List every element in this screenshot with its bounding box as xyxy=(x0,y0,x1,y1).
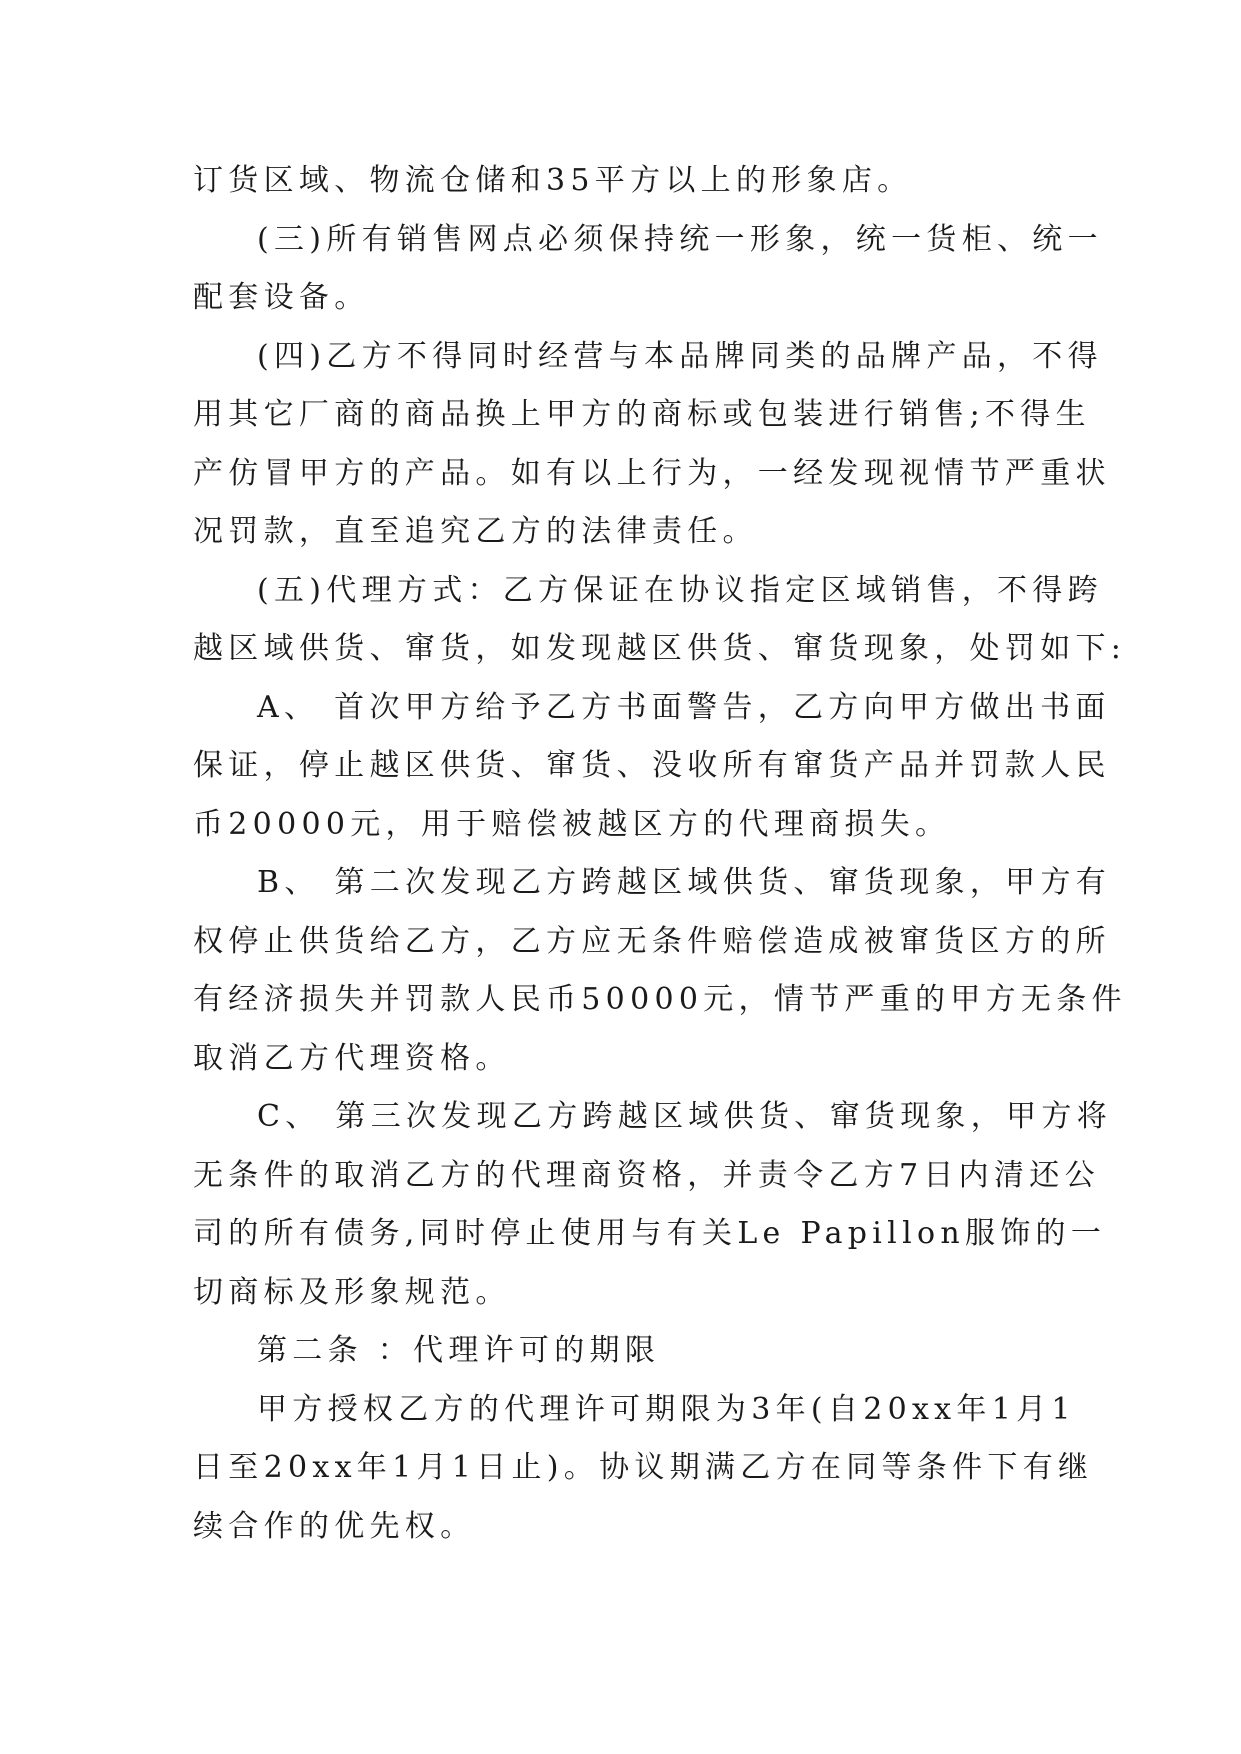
text-line: 切商标及形象规范。 xyxy=(193,1274,511,1310)
text-line: 续合作的优先权。 xyxy=(193,1508,476,1544)
text-line: 保证，停止越区供货、窜货、没收所有窜货产品并罚款人民 xyxy=(193,748,1111,783)
text-line: 配套设备。 xyxy=(193,280,370,315)
text-line: 有经济损失并罚款人民币50000元，情节严重的甲方无条件 xyxy=(193,982,1127,1017)
text-line: 甲方授权乙方的代理许可期限为3年(自20xx年1月1 xyxy=(257,1391,1076,1427)
text-line: 取消乙方代理资格。 xyxy=(193,1040,511,1076)
text-line: B、 第二次发现乙方跨越区域供货、窜货现象，甲方有 xyxy=(257,865,1112,900)
text-line: 订货区域、物流仓储和35平方以上的形象店。 xyxy=(193,163,913,198)
text-line: 日至20xx年1月1日止)。协议期满乙方在同等条件下有继 xyxy=(193,1450,1094,1485)
text-line: 司的所有债务,同时停止使用与有关Le Papillon服饰的一 xyxy=(193,1216,1107,1251)
text-line: 权停止供货给乙方，乙方应无条件赔偿造成被窜货区方的所 xyxy=(193,923,1111,959)
text-line: 第二条 ：代理许可的期限 xyxy=(257,1333,661,1368)
text-line: C、 第三次发现乙方跨越区域供货、窜货现象，甲方将 xyxy=(257,1099,1112,1134)
text-line: 用其它厂商的商品换上甲方的商标或包装进行销售;不得生 xyxy=(193,397,1091,432)
text-line: (三)所有销售网点必须保持统一形象，统一货柜、统一 xyxy=(257,221,1103,257)
body-text xyxy=(193,152,1127,1556)
text-line: 越区域供货、窜货，如发现越区供货、窜货现象，处罚如下: xyxy=(193,631,1127,666)
text-line: 产仿冒甲方的产品。如有以上行为，一经发现视情节严重状 xyxy=(193,455,1111,491)
text-line: 币20000元，用于赔偿被越区方的代理商损失。 xyxy=(193,806,951,842)
text-line: (四)乙方不得同时经营与本品牌同类的品牌产品，不得 xyxy=(257,338,1103,374)
text-line: 无条件的取消乙方的代理商资格，并责令乙方7日内清还公 xyxy=(193,1157,1100,1193)
text-line: A、 首次甲方给予乙方书面警告，乙方向甲方做出书面 xyxy=(257,689,1111,725)
text-line: 况罚款，直至追究乙方的法律责任。 xyxy=(193,514,758,549)
text-line: (五)代理方式：乙方保证在协议指定区域销售，不得跨 xyxy=(257,572,1103,608)
